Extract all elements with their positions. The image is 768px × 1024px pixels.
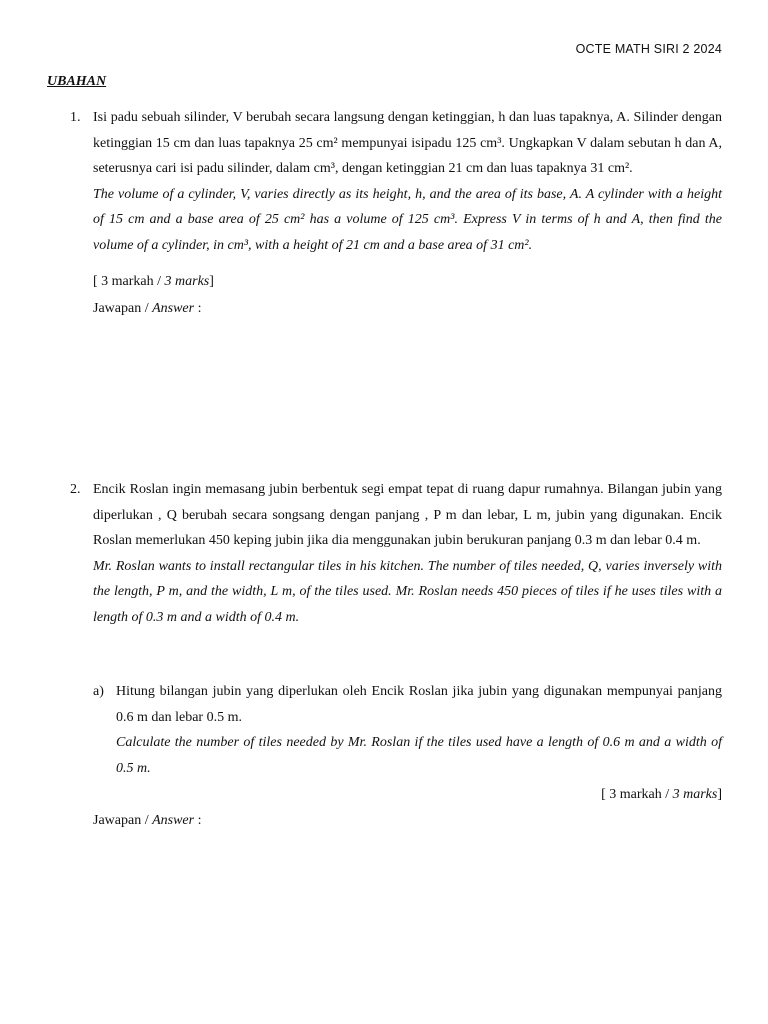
question-text-malay: Isi padu sebuah silinder, V berubah secara langsung dengan ketinggian, h dan luas tapaknya, A. Silinder dengan ketinggian 15 cm dan luas tapaknya 25 cm² mempunyai isipadu 125 cm³. Ungkapkan V dalam sebutan h dan A, seterusnya cari isi padu silinder, dalam cm³, dengan ketinggian 21 cm dan luas tapaknya 31 cm². — [93, 110, 722, 177]
paper-code: OCTE MATH SIRI 2 2024 — [575, 42, 722, 56]
answer-label: Jawapan / Answer : — [93, 301, 202, 317]
subquestion-text-english: Calculate the number of tiles needed by Mr. Roslan if the tiles used have a length of 0.6 m and a width of 0.5 m. — [116, 735, 722, 776]
marks-allocation: [ 3 markah / 3 marks] — [93, 273, 214, 289]
answer-label: Jawapan / Answer : — [93, 813, 202, 828]
question-1 — [70, 105, 722, 322]
question-2 — [70, 477, 722, 631]
question-text-english: Mr. Roslan wants to install rectangular tiles in his kitchen. The number of tiles needed, Q, varies inversely with the length, P m, and the width, L m, of the tiles used. Mr. Roslan needs 450 pieces of tiles if he uses tiles with a length of 0.3 m and a width of 0.4 m. — [93, 558, 722, 625]
subquestion-label: a) — [93, 684, 104, 699]
question-2a — [93, 679, 722, 781]
question-text-malay: Encik Roslan ingin memasang jubin berbentuk segi empat tepat di ruang dapur rumahnya. Bilangan jubin yang diperlukan , Q berubah secara songsang dengan panjang , P m dan lebar, L m, jubin yang digunakan. Encik Roslan memerlukan 450 keping jubin jika dia menggunakan jubin berukuran panjang 0.3 m dan lebar 0.4 m. — [93, 482, 722, 549]
subquestion-text-malay: Hitung bilangan jubin yang diperlukan oleh Encik Roslan jika jubin yang digunakan mempunyai panjang 0.6 m dan lebar 0.5 m. — [116, 684, 722, 725]
section-title: UBAHAN — [47, 74, 107, 89]
question-text-english: The volume of a cylinder, V, varies directly as its height, h, and the area of its base, A. A cylinder with a height of 15 cm and a base area of 25 cm² has a volume of 125 cm³. Express V in terms of h and A, then find the volume of a cylinder, in cm³, with a height of 21 cm and a base area of 31 cm². — [93, 186, 722, 253]
marks-allocation: [ 3 markah / 3 marks] — [601, 787, 722, 802]
question-number: 1. — [70, 110, 81, 125]
question-number: 2. — [70, 482, 81, 497]
